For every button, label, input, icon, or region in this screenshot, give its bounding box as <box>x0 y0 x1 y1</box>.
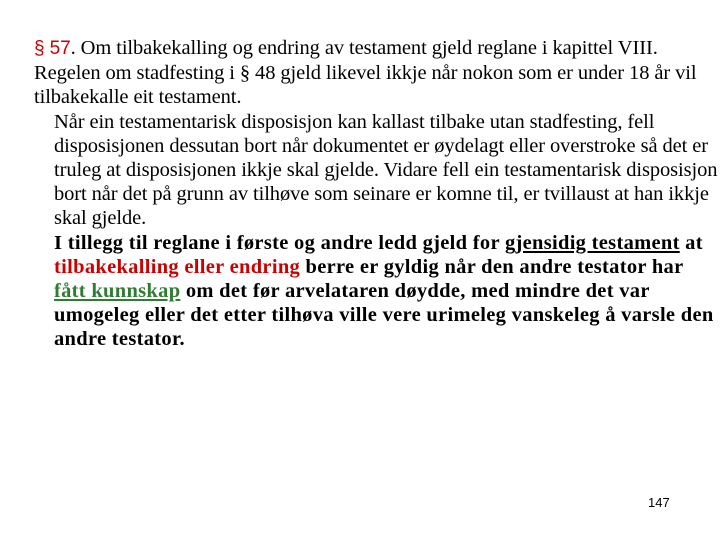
page-number: 147 <box>648 495 670 510</box>
paragraph-3-part1: I tillegg til reglane i første og andre ledd gjeld for <box>54 231 505 254</box>
paragraph-3-part4: om det før arvelataren døydde, med mindre det var umogeleg eller det etter tilhøva ville vere urimeleg vanskeleg å varsle den andre testator. <box>54 280 714 351</box>
section-text <box>34 36 718 352</box>
knowledge-highlight: fått kunnskap <box>54 280 181 303</box>
section-number: § 57 <box>34 38 71 59</box>
mutual-testament-term: gjensidig testament <box>504 231 680 254</box>
paragraph-1 <box>34 36 718 110</box>
paragraph-3-part2: at <box>679 231 703 254</box>
paragraph-1-text: . Om tilbakekalling og endring av testament gjeld reglane i kapittel VIII. Regelen om stadfesting i § 48 gjeld likevel ikkje når nokon som er under 18 år vil tilbakekalle eit testament. <box>34 37 697 109</box>
paragraph-3 <box>34 231 718 352</box>
paragraph-2: Når ein testamentarisk disposisjon kan kallast tilbake utan stadfesting, fell disposisjonen dessutan bort når dokumentet er øydelagt eller overstroke så det er truleg at disposisjonen ikkje skal gjelde. Vidare fell ein testamentarisk disposisjon bort når det på grunn av tilhøve som seinare er komne til, er tvillaust at han ikkje skal gjelde. <box>54 110 718 230</box>
revocation-highlight: tilbakekalling eller endring <box>54 255 301 278</box>
paragraph-3-part3: berre er gyldig når den andre testator har <box>300 255 684 278</box>
